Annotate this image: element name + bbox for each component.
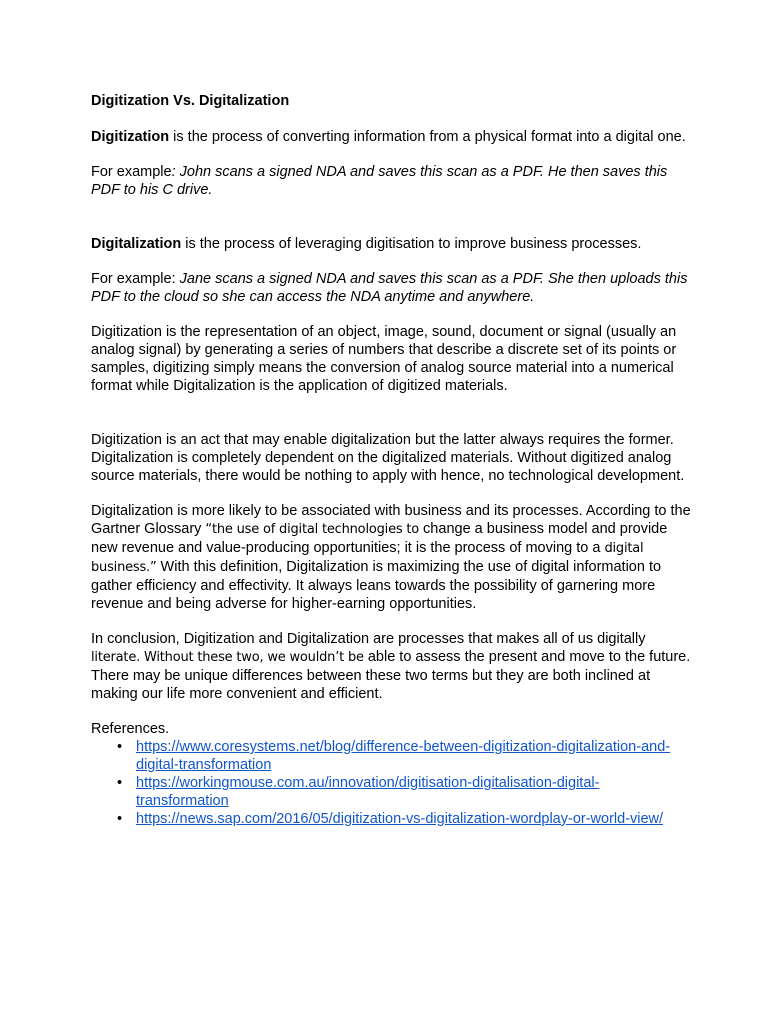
conclusion-text-2: able to assess the present and move to the future. There may be unique differences between these two terms but they are both inclined at making our life more convenient and efficient. [91, 649, 691, 702]
definition-digitalization-text: is the process of leveraging digitisation to improve business processes. [181, 236, 642, 252]
reference-item [91, 810, 691, 828]
term-digitization: Digitization [91, 129, 170, 145]
document-title: Digitization Vs. Digitalization [91, 93, 290, 109]
bullet-icon: • [117, 775, 123, 791]
paragraph-gartner [91, 502, 691, 613]
gartner-quote-1: “the use of digital technologies to [205, 522, 420, 537]
definition-digitization [91, 128, 691, 146]
example-digitization-text: : John scans a signed NDA and saves this scan as a PDF. He then saves this PDF to his C drive. [91, 164, 668, 198]
gartner-quote-2: digital business.” [91, 541, 644, 575]
example-digitalization [91, 270, 691, 306]
term-digitalization: Digitalization [91, 236, 182, 252]
conclusion-text-1: In conclusion, Digitization and Digitalization are processes that makes all of us digitally [91, 631, 646, 647]
bullet-icon: • [117, 811, 123, 827]
example-digitalization-text: Jane scans a signed NDA and saves this scan as a PDF. She then uploads this PDF to the cloud so she can access the NDA anytime and anywhere. [91, 271, 688, 305]
document-body [91, 92, 691, 828]
example-digitization-prefix: For example [91, 164, 172, 180]
reference-link-coresystems[interactable]: https://www.coresystems.net/blog/difference-between-digitization-digitalization-and-digital-transformation [136, 739, 671, 773]
references-list [91, 738, 691, 828]
example-digitization [91, 163, 691, 199]
gartner-text-3: With this definition, Digitalization is maximizing the use of digital information to gather efficiency and effectivity. It always leans towards the possibility of garnering more revenue and being adverse for higher-earning opportunities. [91, 559, 662, 612]
gartner-text-2: change a business model and provide new revenue and value-producing opportunities; it is the process of moving to a [91, 521, 668, 556]
gartner-text-1: Digitalization is more likely to be associated with business and its processes. According to the Gartner Glossary [91, 503, 691, 537]
paragraph-conclusion [91, 630, 691, 703]
paragraph-enable: Digitization is an act that may enable digitalization but the latter always requires the former. Digitalization is completely dependent on the digitalized materials. Without digitized analog source materials, there would be nothing to apply with hence, no technological development. [91, 432, 685, 484]
bullet-icon: • [117, 739, 123, 755]
references-heading: References. [91, 721, 170, 737]
reference-link-sap[interactable]: https://news.sap.com/2016/05/digitization-vs-digitalization-wordplay-or-world-view/ [136, 811, 664, 827]
reference-link-workingmouse[interactable]: https://workingmouse.com.au/innovation/digitisation-digitalisation-digital-transformation [136, 775, 600, 809]
paragraph-representation: Digitization is the representation of an object, image, sound, document or signal (usually an analog signal) by generating a series of numbers that describe a discrete set of its points or samples, digitizing simply means the conversion of analog source material into a numerical format while Digitalization is the application of digitized materials. [91, 324, 677, 394]
definition-digitalization [91, 235, 691, 253]
conclusion-alt-text: literate. Without these two, we wouldn’t be [91, 650, 364, 665]
example-digitalization-prefix: For example: [91, 271, 180, 287]
reference-item [91, 774, 691, 810]
definition-digitization-text: is the process of converting information from a physical format into a digital one. [169, 129, 686, 145]
reference-item [91, 738, 691, 774]
